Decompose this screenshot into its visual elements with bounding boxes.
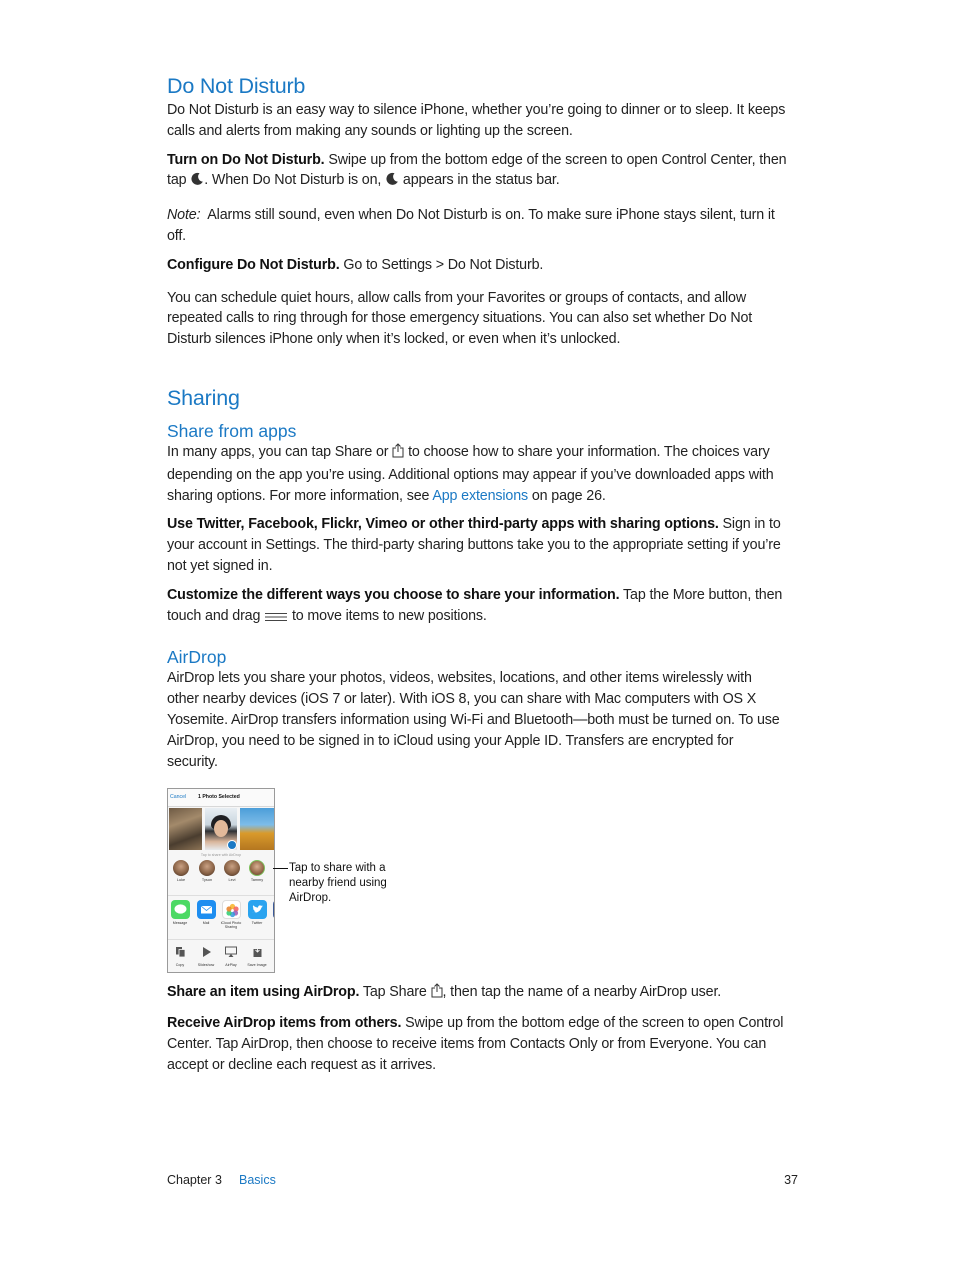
third-party-label: Use Twitter, Facebook, Flickr, Vimeo or other third-party apps with sharing options.	[167, 516, 719, 533]
footer-chapter: Chapter 3	[167, 1173, 222, 1187]
moon-icon	[385, 172, 399, 193]
avatar	[224, 860, 240, 876]
action-copy[interactable]: Copy	[168, 946, 192, 967]
photo-strip	[168, 808, 274, 850]
airdrop-share-paragraph: Share an item using AirDrop. Tap Share , then tap the name of a nearby AirDrop user.	[167, 982, 797, 1005]
cancel-button[interactable]: Cancel	[170, 794, 187, 801]
avatar	[249, 860, 265, 876]
save-image-icon	[245, 946, 269, 959]
dnd-intro: Do Not Disturb is an easy way to silence iPhone, whether you’re going to dinner or to sleep. It keeps calls and alerts from making any sounds or lighting up the screen.	[167, 102, 786, 139]
airdrop-heading: AirDrop	[167, 647, 227, 668]
customize-paragraph: Customize the different ways you choose to share your information. Tap the More button, then touch and drag to move items to new positions.	[167, 585, 797, 629]
airdrop-hint: Tap to share with AirDrop	[200, 853, 242, 858]
play-icon	[194, 946, 218, 959]
photos-icon	[222, 900, 241, 919]
airdrop-figure	[167, 788, 787, 978]
airdrop-callout: Tap to share with a nearby friend using AirDrop.	[289, 862, 387, 905]
avatar	[173, 860, 189, 876]
twitter-icon	[248, 900, 267, 919]
app-message[interactable]: Message	[168, 900, 192, 925]
share-icon	[392, 443, 404, 465]
callout-line	[273, 868, 288, 869]
action-save-image[interactable]: Save Image	[245, 946, 269, 967]
drag-handle-icon	[264, 608, 288, 629]
airdrop-receive-paragraph: Receive AirDrop items from others. Swipe up from the bottom edge of the screen to open Control Center. Tap AirDrop, then choose to receive items from Contacts Only or from Everyone. You can accept or decline each request as it arrives.	[167, 1015, 784, 1073]
airdrop-people	[168, 860, 274, 890]
share-from-apps-heading: Share from apps	[167, 420, 297, 441]
avatar	[199, 860, 215, 876]
dnd-configure: Configure Do Not Disturb. Go to Settings > Do Not Disturb.	[167, 256, 544, 273]
airdrop-person[interactable]: Tyson	[196, 860, 218, 882]
third-party-paragraph: Use Twitter, Facebook, Flickr, Vimeo or other third-party apps with sharing options. Sign in to your account in Settings. The third-party sharing buttons take you to the appropriate setting if you’re not yet signed in.	[167, 516, 781, 574]
app-partial	[270, 900, 275, 919]
photo-thumbnail[interactable]	[169, 808, 202, 850]
share-apps-row	[168, 895, 274, 936]
airdrop-receive-label: Receive AirDrop items from others.	[167, 1015, 402, 1032]
page-content	[167, 72, 797, 1076]
share-sheet-title: 1 Photo Selected	[198, 794, 240, 801]
checkmark-icon	[227, 840, 237, 850]
app-twitter[interactable]: Twitter	[245, 900, 269, 925]
action-slideshow[interactable]: Slideshow	[194, 946, 218, 967]
sharing-title: Sharing	[167, 385, 240, 410]
dnd-title: Do Not Disturb	[167, 74, 306, 98]
share-actions-row	[168, 939, 274, 973]
configure-label: Configure Do Not Disturb.	[167, 256, 340, 273]
airdrop-person[interactable]: Luke	[170, 860, 192, 882]
app-mail[interactable]: Mail	[194, 900, 218, 925]
note-label: Note:	[167, 207, 201, 224]
airdrop-share-label: Share an item using AirDrop.	[167, 984, 360, 1001]
airplay-icon	[219, 946, 243, 959]
dnd-schedule: You can schedule quiet hours, allow calls from your Favorites or groups of contacts, and allow repeated calls to ring through for those emergency situations. You can also set whether Do Not Disturb silences iPhone only when it’s locked, or even when it’s unlocked.	[167, 289, 753, 348]
dnd-turn-on-paragraph: Turn on Do Not Disturb. Swipe up from the bottom edge of the screen to open Control Center, then tap . When Do Not Disturb is on, appears in the status bar.	[167, 150, 797, 194]
phone-screenshot	[167, 788, 275, 973]
footer-section-link[interactable]: Basics	[239, 1173, 276, 1187]
airdrop-person[interactable]: Tammy	[246, 860, 268, 882]
share-sheet-header	[168, 789, 274, 807]
airdrop-person[interactable]: Levi	[221, 860, 243, 882]
customize-label: Customize the different ways you choose to share your information.	[167, 586, 620, 603]
dnd-note: Note: Alarms still sound, even when Do Not Disturb is on. To make sure iPhone stays silent, turn it off.	[167, 207, 775, 244]
share-from-apps-intro: In many apps, you can tap Share or to choose how to share your information. The choices vary depending on the app you’re using. Additional options may appear if you’ve downloaded apps with sharing options. For more information, see App extensions on page 26.	[167, 443, 774, 504]
mail-icon	[197, 900, 216, 919]
copy-icon	[168, 946, 192, 959]
app-extensions-link[interactable]: App extensions	[432, 487, 529, 504]
moon-icon	[190, 172, 204, 193]
airdrop-intro: AirDrop lets you share your photos, videos, websites, locations, and other items wirelessly with other nearby devices (iOS 7 or later). With iOS 8, you can share with Mac computers with OS X Yosemite. AirDrop transfers information using Wi-Fi and Bluetooth—both must be turned on. To use AirDrop, you need to be signed in to iCloud using your Apple ID. Transfers are encrypted for security.	[167, 670, 780, 770]
dnd-turn-on-label: Turn on Do Not Disturb.	[167, 151, 325, 168]
action-airplay[interactable]: AirPlay	[219, 946, 243, 967]
message-icon	[171, 900, 190, 919]
photo-thumbnail[interactable]	[240, 808, 274, 850]
photo-thumbnail-selected[interactable]	[205, 808, 237, 850]
page-number: 37	[784, 1173, 798, 1187]
share-icon	[431, 983, 443, 1005]
app-icloud-photo-sharing[interactable]: iCloud Photo Sharing	[219, 900, 243, 929]
